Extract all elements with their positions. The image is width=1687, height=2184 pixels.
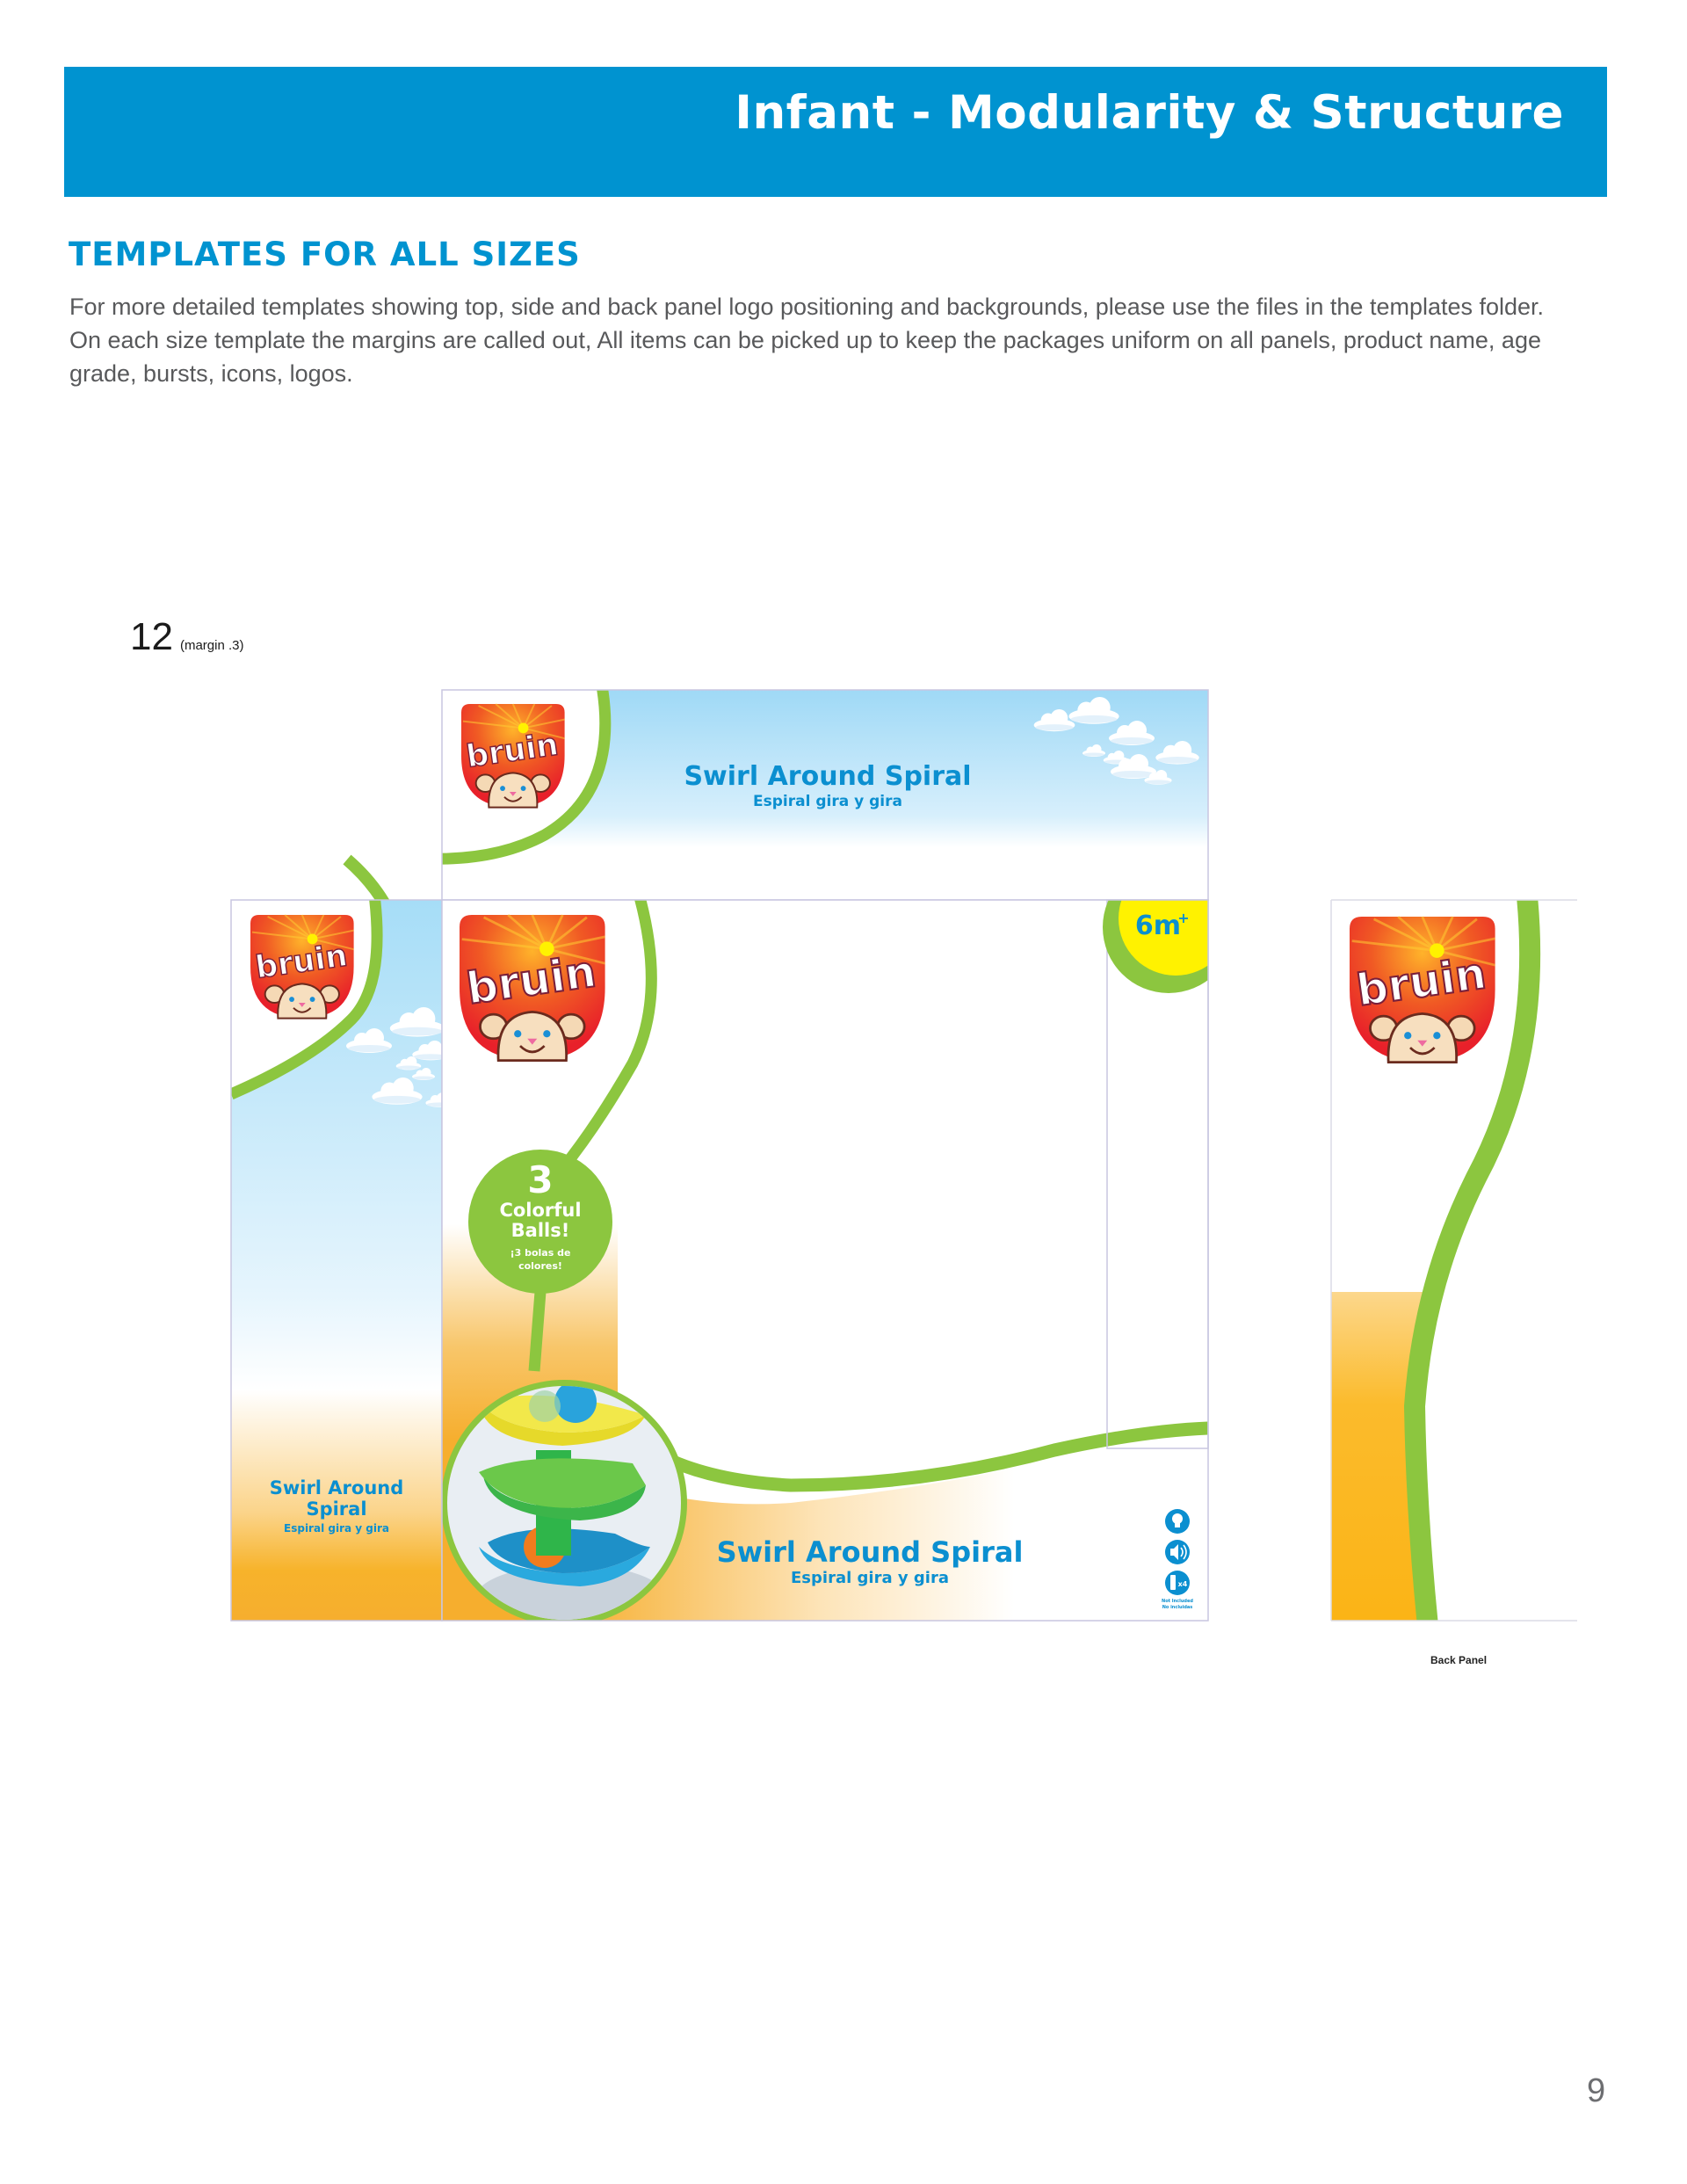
package-template-artwork: bruin Swirl Around Spiral Espiral gira y gira Swirl Around Spiral Espiral gira y gira 3 Colorful Balls! ¡3 bolas de colores! 6m + Swirl Around Spiral Espiral gira y gira x4 Not Included No incluidas bbox=[0, 0, 1687, 2184]
front-panel bbox=[439, 861, 1234, 1635]
lightbulb-icon bbox=[1165, 1509, 1190, 1534]
side-product-name-line1: Swirl Around bbox=[269, 1477, 404, 1498]
burst-es-line2: colores! bbox=[518, 1260, 562, 1272]
page-number: 9 bbox=[1587, 2072, 1606, 2109]
speaker-icon bbox=[1165, 1540, 1190, 1564]
intro-paragraph: For more detailed templates showing top, side and back panel logo positioning and backgrounds, please use the files in the templates folder. On each size template the margins are called out, All items can be picked up to keep the packages uniform on all panels, product name, age grade, bursts, icons, logos. bbox=[69, 294, 1545, 387]
burst-es-line1: ¡3 bolas de bbox=[510, 1247, 571, 1259]
burst-badge bbox=[468, 1150, 612, 1294]
back-panel-label: Back Panel bbox=[1430, 1654, 1488, 1666]
side-product-name-line2: Spiral bbox=[306, 1498, 367, 1520]
bruin-logo-side bbox=[250, 915, 354, 1019]
battery-note-es: No incluidas bbox=[1162, 1605, 1193, 1610]
bruin-logo-top bbox=[461, 704, 565, 808]
bruin-logo-front bbox=[460, 915, 605, 1061]
front-product-name: Swirl Around Spiral bbox=[716, 1535, 1024, 1569]
top-panel bbox=[400, 686, 1208, 900]
age-grade: 6m bbox=[1134, 911, 1182, 941]
battery-count: x4 bbox=[1177, 1580, 1188, 1588]
template-size: 12 bbox=[130, 615, 173, 658]
section-heading: TEMPLATES FOR ALL SIZES bbox=[69, 236, 581, 273]
back-panel bbox=[1331, 896, 1577, 1626]
front-product-name-es: Espiral gira y gira bbox=[791, 1569, 949, 1587]
margin-note: (margin .3) bbox=[179, 638, 244, 653]
side-panel bbox=[231, 888, 453, 1621]
side-product-name-es: Espiral gira y gira bbox=[284, 1522, 389, 1535]
top-product-name-es: Espiral gira y gira bbox=[753, 793, 902, 810]
burst-number: 3 bbox=[527, 1158, 554, 1201]
bruin-logo-back bbox=[1350, 917, 1495, 1063]
burst-line2: Balls! bbox=[510, 1220, 570, 1241]
battery-note-en: Not Included bbox=[1162, 1599, 1193, 1604]
burst-line1: Colorful bbox=[499, 1200, 582, 1221]
battery-icon bbox=[1165, 1571, 1190, 1595]
top-product-name: Swirl Around Spiral bbox=[684, 761, 972, 792]
page-title: Infant - Modularity & Structure bbox=[735, 86, 1564, 140]
age-grade-plus: + bbox=[1177, 910, 1190, 926]
